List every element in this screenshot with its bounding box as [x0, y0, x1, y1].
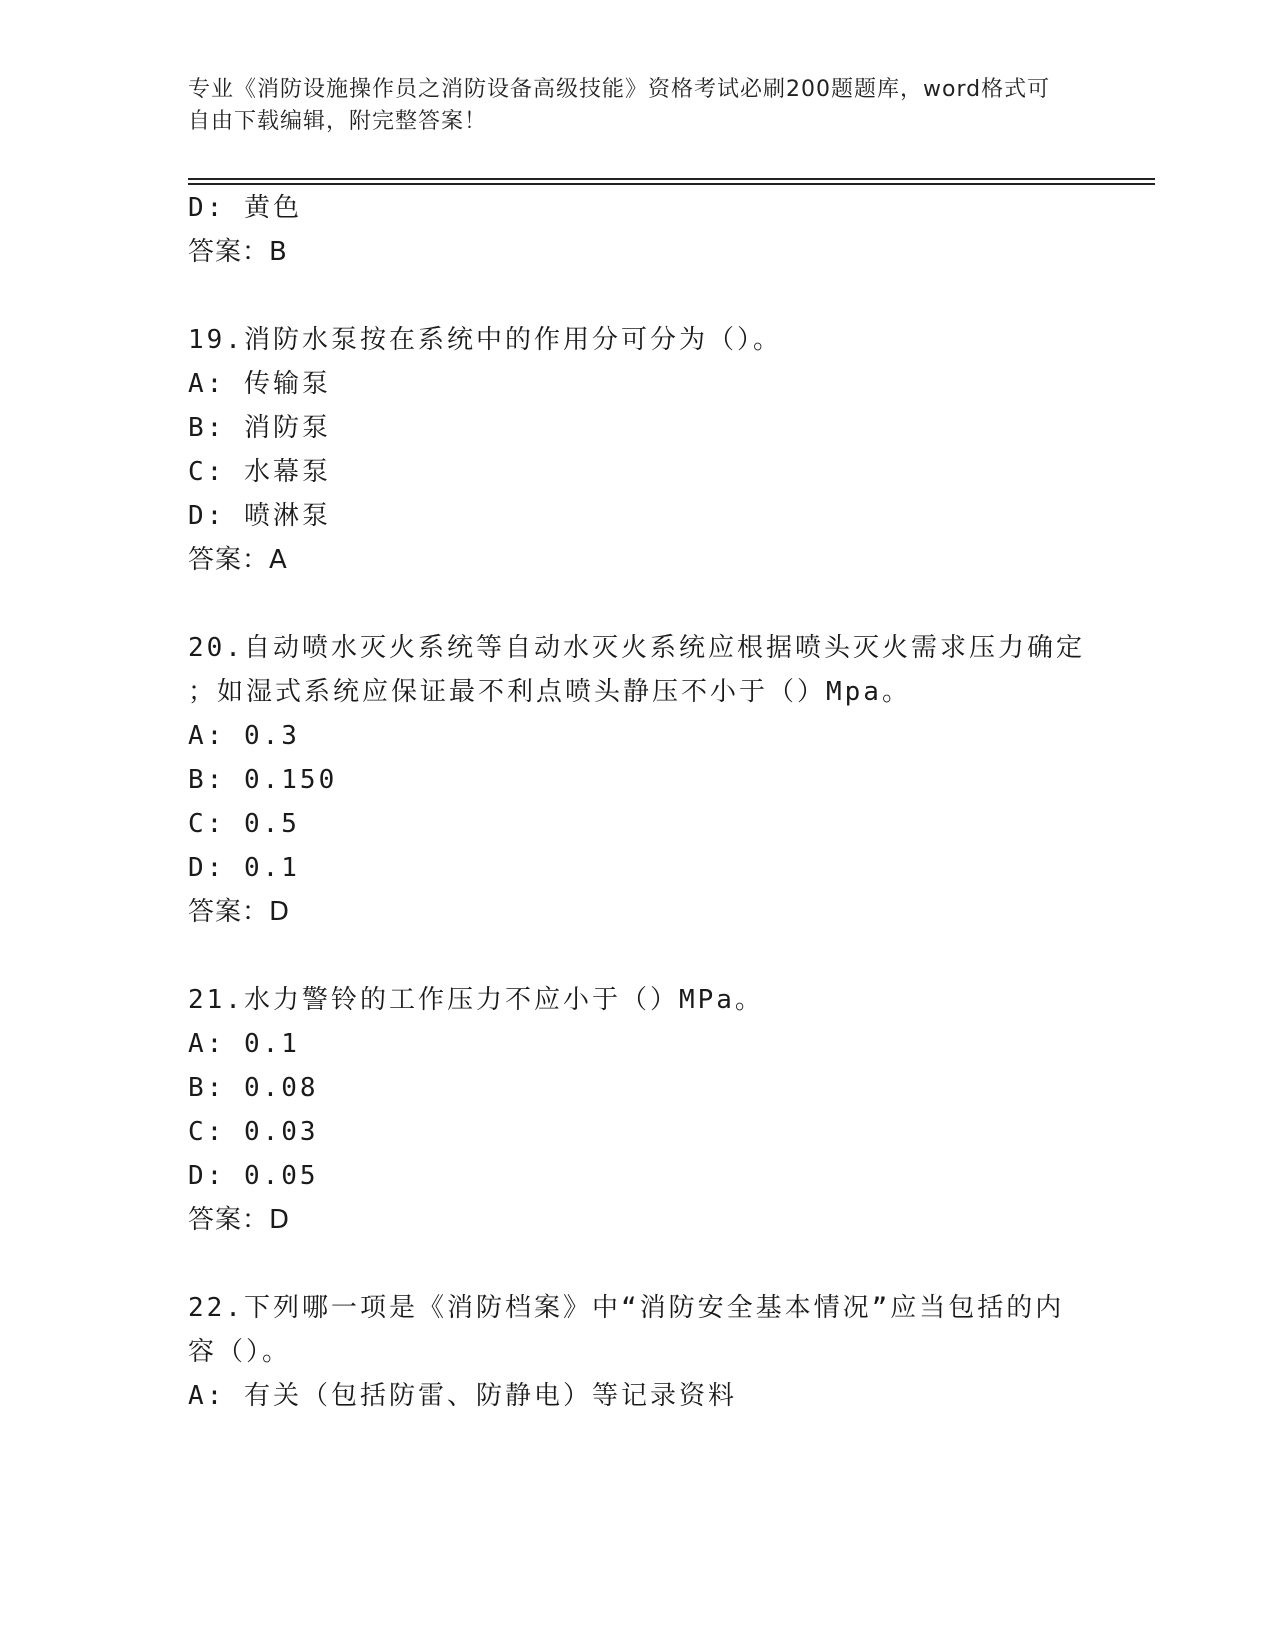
question-19-option-a: A: 传输泵 — [188, 369, 331, 399]
document-header: 专业《消防设施操作员之消防设备高级技能》资格考试必刷200题题库，word格式可自由下载编辑，附完整答案！ — [188, 77, 1051, 134]
question-19-option-b: B: 消防泵 — [188, 413, 331, 443]
question-21-option-b: B: 0.08 — [188, 1073, 319, 1103]
question-20-stem-line-2: ；如湿式系统应保证最不利点喷头静压不小于（）Mpa。 — [188, 677, 911, 707]
question-21-stem: 21.水力警铃的工作压力不应小于（）MPa。 — [188, 985, 764, 1015]
question-20-stem-line-1: 20.自动喷水灭火系统等自动水灭火系统应根据喷头灭火需求压力确定 — [188, 633, 1085, 663]
question-20-option-a: A: 0.3 — [188, 721, 300, 751]
question-22-option-a: A: 有关（包括防雷、防静电）等记录资料 — [188, 1381, 737, 1411]
question-21-answer: 答案：D — [188, 1205, 291, 1235]
question-19-option-c: C: 水幕泵 — [188, 457, 331, 487]
option-d: D: 黄色 — [188, 193, 302, 223]
question-21-option-d: D: 0.05 — [188, 1161, 319, 1191]
answer-label: 答案：B — [188, 237, 288, 267]
question-19-option-d: D: 喷淋泵 — [188, 501, 331, 531]
question-21-option-a: A: 0.1 — [188, 1029, 300, 1059]
question-20-option-c: C: 0.5 — [188, 809, 300, 839]
question-20-answer: 答案：D — [188, 897, 291, 927]
header-divider-top — [188, 178, 1155, 180]
question-21-option-c: C: 0.03 — [188, 1117, 319, 1147]
header-divider-bottom — [188, 183, 1155, 185]
question-20-option-d: D: 0.1 — [188, 853, 300, 883]
question-19-stem: 19.消防水泵按在系统中的作用分可分为（）。 — [188, 325, 782, 355]
question-22-stem-line-1: 22.下列哪一项是《消防档案》中“消防安全基本情况”应当包括的内 — [188, 1293, 1065, 1323]
question-19-answer: 答案：A — [188, 545, 288, 575]
question-22-stem-line-2: 容（）。 — [188, 1337, 292, 1367]
question-20-option-b: B: 0.150 — [188, 765, 338, 795]
